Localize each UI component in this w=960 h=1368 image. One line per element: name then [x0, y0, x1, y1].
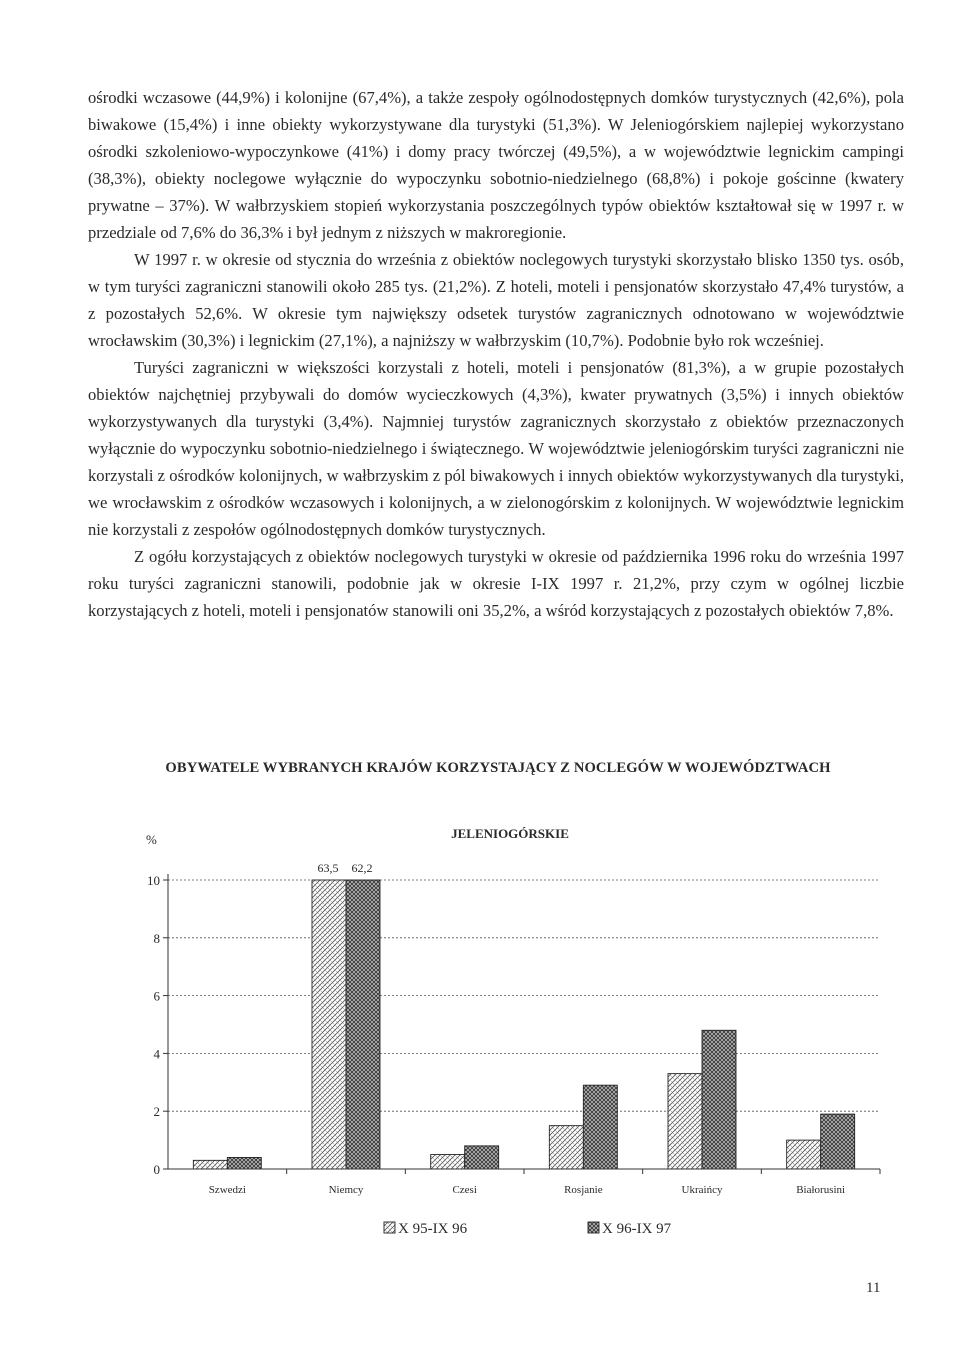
bar: [787, 1140, 821, 1169]
x-tick-label: Niemcy: [328, 1184, 364, 1196]
y-tick-label: 2: [153, 1104, 160, 1120]
legend-swatch: [588, 1222, 599, 1233]
bar: [702, 1030, 736, 1169]
bar: [583, 1085, 617, 1169]
bar: [346, 880, 380, 1169]
y-tick-label: 4: [153, 1046, 160, 1062]
bar: [227, 1157, 261, 1169]
chart-subtitle: JELENIOGÓRSKIE: [451, 826, 569, 841]
paragraph: Turyści zagraniczni w większości korzystali z hoteli, moteli i pensjonatów (81,3%), a w grupie pozostałych obiektów najchętniej przybywali do domów wycieczkowych (4,3%), kwater prywatnych (3,5%) i innych obiektów wykorzystywanych dla turystyki (3,4%). Najmniej turystów zagranicznych skorzystało z obiektów przeznaczonych wyłącznie do wypoczynku sobotnio-niedzielnego i świątecznego. W województwie jeleniogórskim turyści zagraniczni nie korzystali z ośrodków kolonijnych, w wałbrzyskim z pól biwakowych i innych obiektów wykorzystywanych dla turystyki, we wrocławskim z ośrodków wczasowych i kolonijnych, a w zielonogórskim z kolonijnych. W województwie legnickim nie korzystali z zespołów ogólnodostępnych domków turystycznych.: [88, 358, 904, 539]
y-tick-label: 8: [153, 930, 160, 946]
paragraph: ośrodki wczasowe (44,9%) i kolonijne (67,4%), a także zespoły ogólnodostępnych domków turystycznych (42,6%), pola biwakowe (15,4%) i inne obiekty wykorzystywane dla turystyki (51,3%). W Jeleniogórskiem najlepiej wykorzystano ośrodki szkoleniowo-wypoczynkowe (41%) i domy pracy twórczej (49,5%), a w województwie legnickim campingi (38,3%), obiekty noclegowe wyłącznie do wypoczynku sobotnio-niedzielnego (68,8%) i pokoje gościnne (kwatery prywatne – 37%). W wałbrzyskiem stopień wykorzystania poszczególnych typów obiektów kształtował się w 1997 r. w przedziale od 7,6% do 36,3% i był jednym z niższych w makroregionie.: [88, 88, 904, 242]
legend-label: X 96-IX 97: [602, 1221, 672, 1237]
figure-title: OBYWATELE WYBRANYCH KRAJÓW KORZYSTAJĄCY Z NOCLEGÓW W WOJEWÓDZTWACH: [165, 760, 831, 776]
x-tick-label: Czesi: [452, 1184, 477, 1196]
page-number: 11: [866, 1280, 881, 1296]
bar: [668, 1074, 702, 1169]
x-tick-label: Rosjanie: [564, 1184, 603, 1196]
x-tick-label: Ukraińcy: [681, 1184, 723, 1196]
paragraph: W 1997 r. w okresie od stycznia do września z obiektów noclegowych turystyki skorzystało blisko 1350 tys. osób, w tym turyści zagraniczni stanowili około 285 tys. (21,2%). Z hoteli, moteli i pensjonatów skorzystało 47,4% turystów, a z pozostałych 52,6%. W okresie tym największy odsetek turystów zagranicznych odnotowano w województwie wrocławskim (30,3%) i legnickim (27,1%), a najniższy w wałbrzyskim (10,7%). Podobnie było rok wcześniej.: [88, 250, 904, 350]
y-tick-label: 0: [153, 1162, 160, 1177]
bar: [549, 1126, 583, 1169]
x-tick-label: Szwedzi: [208, 1184, 246, 1196]
y-tick-label: 6: [153, 988, 160, 1004]
y-axis-label: %: [146, 832, 157, 847]
y-tick-label: 10: [147, 873, 160, 888]
bar: [193, 1160, 227, 1169]
bar: [465, 1146, 499, 1169]
x-tick-label: Białorusini: [796, 1184, 846, 1196]
bar: [312, 880, 346, 1169]
body-text: [88, 84, 904, 624]
bar: [431, 1155, 465, 1169]
paragraph: Z ogółu korzystających z obiektów noclegowych turystyki w okresie od października 1996 roku do września 1997 roku turyści zagraniczni stanowili, podobnie jak w okresie I-IX 1997 r. 21,2%, przy czym w ogólnej liczbie korzystających z hoteli, moteli i pensjonatów stanowili oni 35,2%, a wśród korzystających z pozostałych obiektów 7,8%.: [88, 547, 904, 620]
legend-swatch: [384, 1222, 395, 1233]
legend-label: X 95-IX 96: [398, 1221, 468, 1237]
bar: [821, 1114, 855, 1169]
data-label: 63,5: [317, 861, 339, 875]
data-label: 62,2: [351, 861, 373, 875]
